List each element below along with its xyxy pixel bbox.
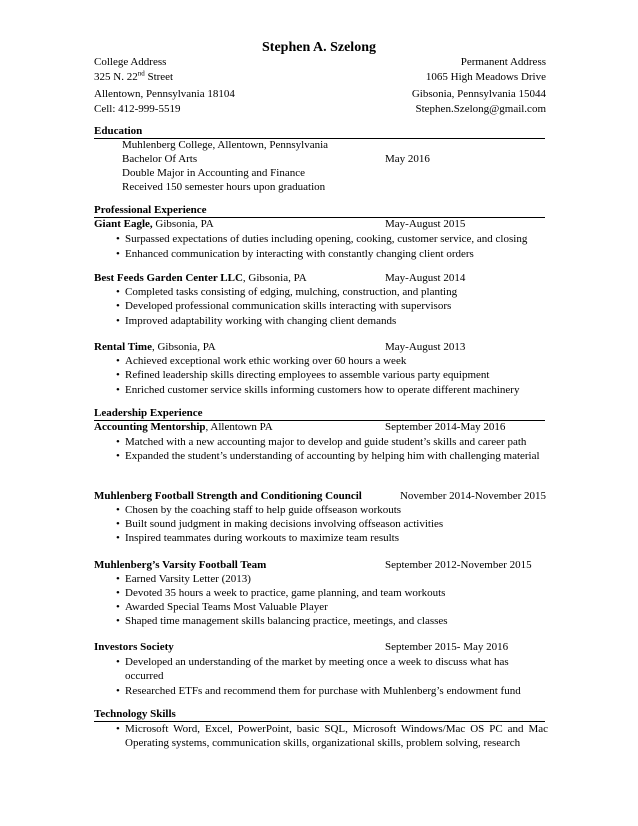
job-title: Giant Eagle, Gibsonia, PA (94, 218, 214, 230)
permanent-city: Gibsonia, Pennsylvania 15044 (411, 88, 546, 100)
email: Stephen.Szelong@gmail.com (415, 103, 546, 115)
list-item: • Shaped time management skills balancing practice, meetings, and classes (116, 615, 448, 627)
list-item: • Developed an understanding of the market by meeting once a week to discuss what has occurred (116, 656, 509, 682)
college-address-label: College Address (94, 56, 167, 68)
list-item: • Built sound judgment in making decisions involving offseason activities (116, 518, 444, 530)
professional-heading: Professional Experience (94, 204, 545, 218)
job-date: May-August 2013 (385, 341, 466, 353)
list-item: • Enhanced communication by interacting with constantly changing client orders (116, 248, 474, 260)
list-item: • Devoted 35 hours a week to practice, game planning, and team workouts (116, 587, 446, 599)
role-date: September 2015- May 2016 (385, 641, 509, 653)
list-item: • Improved adaptability working with changing client demands (116, 315, 397, 327)
permanent-street: 1065 High Meadows Drive (425, 71, 546, 83)
education-date: May 2016 (385, 153, 430, 165)
job-title: Best Feeds Garden Center LLC, Gibsonia, PA (94, 272, 307, 284)
permanent-address-label: Permanent Address (460, 56, 546, 68)
list-item: • Researched ETFs and recommend them for purchase with Muhlenberg’s endowment fund (116, 685, 521, 697)
education-hours: Received 150 semester hours upon graduation (122, 181, 326, 193)
list-item: • Completed tasks consisting of edging, mulching, construction, and planting (116, 286, 458, 298)
role-date: November 2014-November 2015 (399, 490, 546, 502)
role-date: September 2012-November 2015 (385, 559, 532, 571)
job-title: Rental Time, Gibsonia, PA (94, 341, 216, 353)
leadership-heading: Leadership Experience (94, 407, 545, 421)
education-school: Muhlenberg College, Allentown, Pennsylvania (122, 139, 329, 151)
list-item: • Expanded the student’s understanding of accounting by helping him with challenging material (116, 450, 540, 462)
list-item: • Achieved exceptional work ethic working over 60 hours a week (116, 355, 407, 367)
job-date: May-August 2015 (385, 218, 466, 230)
college-street: 325 N. 22nd Street (94, 69, 174, 83)
role-title: Accounting Mentorship, Allentown PA (94, 421, 273, 433)
role-title: Muhlenberg Football Strength and Conditioning Council (94, 490, 362, 502)
list-item: • Enriched customer service skills informing customers how to operate different machinery (116, 384, 520, 396)
list-item: • Awarded Special Teams Most Valuable Player (116, 601, 328, 613)
technology-heading: Technology Skills (94, 708, 545, 722)
role-date: September 2014-May 2016 (385, 421, 506, 433)
education-major: Double Major in Accounting and Finance (122, 167, 305, 179)
list-item: • Matched with a new accounting major to develop and guide student’s skills and career path (116, 436, 527, 448)
list-item: • Surpassed expectations of duties including opening, cooking, customer service, and closing (116, 233, 528, 245)
list-item: • Chosen by the coaching staff to help guide offseason workouts (116, 504, 402, 516)
education-heading: Education (94, 125, 545, 139)
role-title: Muhlenberg’s Varsity Football Team (94, 559, 267, 571)
list-item: • Earned Varsity Letter (2013) (116, 573, 251, 585)
college-city: Allentown, Pennsylvania 18104 (94, 88, 235, 100)
list-item: • Refined leadership skills directing employees to assemble various party equipment (116, 369, 490, 381)
list-item: • Inspired teammates during workouts to maximize team results (116, 532, 400, 544)
list-item: • Microsoft Word, Excel, PowerPoint, basic SQL, Microsoft Windows/Mac OS PC and Mac Operating systems, communication skills, organizational skills, problem solving, research (116, 723, 548, 749)
education-degree: Bachelor Of Arts (122, 153, 198, 165)
list-item: • Developed professional communication skills interacting with supervisors (116, 300, 452, 312)
resume-name: Stephen A. Szelong (262, 40, 376, 55)
job-date: May-August 2014 (385, 272, 466, 284)
role-title: Investors Society (94, 641, 174, 653)
cell-phone: Cell: 412-999-5519 (94, 103, 181, 115)
